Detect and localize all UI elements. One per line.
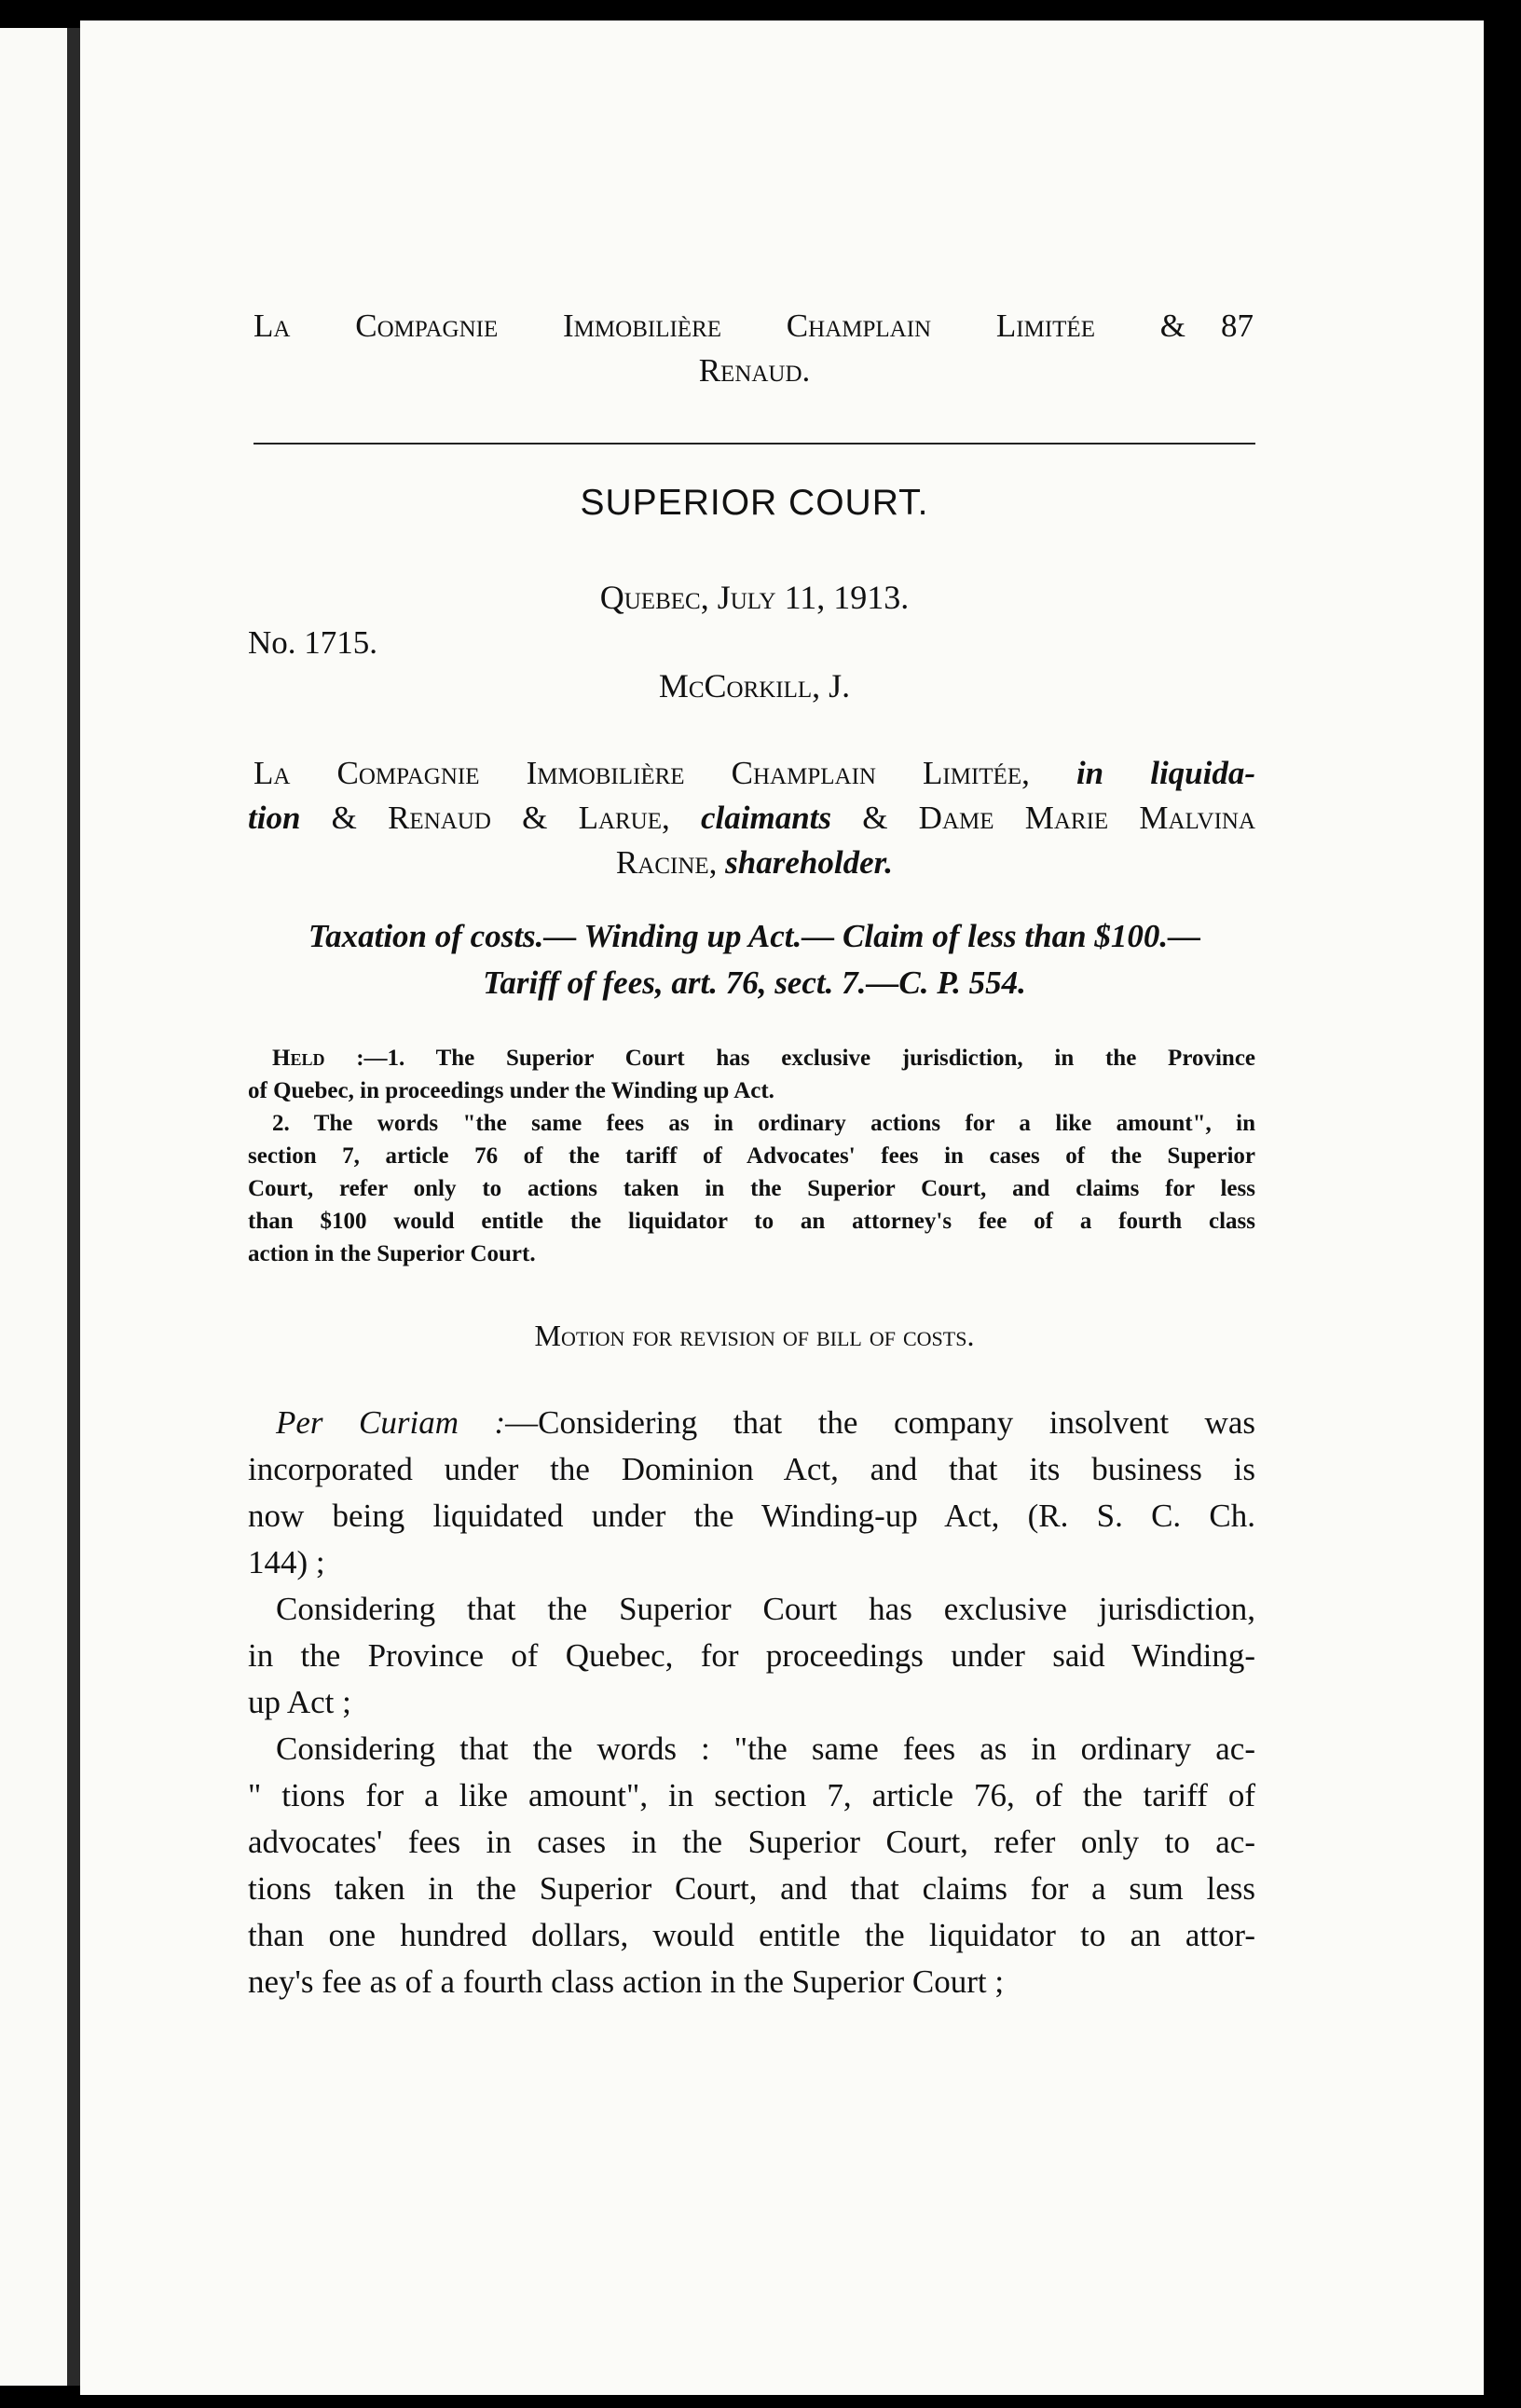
subject-line-1: Taxation of costs.— Winding up Act.— Claim of less than $100.— [308,918,1201,954]
party-company: La Compagnie Immobilière Champlain Limitée, [254,755,1030,791]
held-line-6: than $100 would entitle the liquidator to an attorney's fee of a fourth class [248,1209,1255,1234]
para-1-line-4: 144) ; [248,1544,325,1580]
place-date: Quebec, July 11, 1913. [599,579,910,616]
facing-page-edge [0,28,67,2386]
header-rule [254,443,1255,445]
para-3-line-4: tions taken in the Superior Court, and that claims for a sum less [248,1870,1255,1907]
binding-shadow [67,28,80,2386]
per-curiam: Per Curiam : [276,1404,506,1441]
held-line-4: section 7, article 76 of the tariff of Advocates' fees in cases of the Superior [248,1143,1255,1169]
para-2-line-1: Considering that the Superior Court has exclusive jurisdiction, [276,1591,1255,1627]
case-number: No. 1715. [248,624,378,661]
para-1-line-2: incorporated under the Dominion Act, and that its business is [248,1451,1255,1487]
para-1-text-1: —Considering that the company insolvent was [505,1404,1255,1441]
court-heading: SUPERIOR COURT. [580,483,929,523]
held-line-3: 2. The words "the same fees as in ordinary actions for a like amount", in [272,1111,1255,1136]
parties-line-3 [254,844,1255,882]
parties-line-2 [248,800,1255,837]
party-status-cont: tion [248,800,301,836]
shareholder-surname: Racine, [615,844,718,881]
page-number: 87 [1221,308,1254,344]
shareholder-label: shareholder. [725,844,894,881]
parties-line-1 [254,755,1255,792]
para-3-line-2: " tions for a like amount", in section 7, article 76, of the tariff of [248,1777,1255,1813]
running-title: La Compagnie Immobilière Champlain Limitée & [254,308,1185,344]
held-line-5: Court, refer only to actions taken in the Superior Court, and claims for less [248,1176,1255,1201]
party-claimants: & Renaud & Larue, [331,800,670,836]
para-1-line-3: now being liquidated under the Winding-up Act, (R. S. C. Ch. [248,1498,1255,1534]
held-line-7: action in the Superior Court. [248,1241,536,1266]
para-3-line-6: ney's fee as of a fourth class action in the Superior Court ; [248,1963,1005,2000]
held-label: Held [272,1046,325,1071]
running-title-continued: Renaud. [698,352,811,389]
claimants-label: claimants [700,800,832,836]
subject-line-2: Tariff of fees, art. 76, sect. 7.—C. P. 554. [483,965,1026,1001]
held-line-1 [272,1046,1255,1072]
judge-name: McCorkill, J. [658,667,851,705]
held-line-2: of Quebec, in proceedings under the Winding up Act. [248,1078,774,1103]
party-shareholder: & Dame Marie Malvina [862,800,1256,836]
para-1-line-1 [276,1400,1255,1446]
held-text-1: :—1. The Superior Court has exclusive jurisdiction, in the Province [356,1046,1256,1071]
motion-title: Motion for revision of bill of costs. [534,1319,975,1352]
para-3-line-1: Considering that the words : "the same fees as in ordinary ac- [276,1731,1255,1767]
para-2-line-2: in the Province of Quebec, for proceedings under said Winding- [248,1637,1255,1674]
para-2-line-3: up Act ; [248,1684,351,1720]
para-3-line-5: than one hundred dollars, would entitle the liquidator to an attor- [248,1917,1255,1953]
party-status: in liquida- [1076,755,1256,791]
para-3-line-3: advocates' fees in cases in the Superior Court, refer only to ac- [248,1824,1255,1860]
